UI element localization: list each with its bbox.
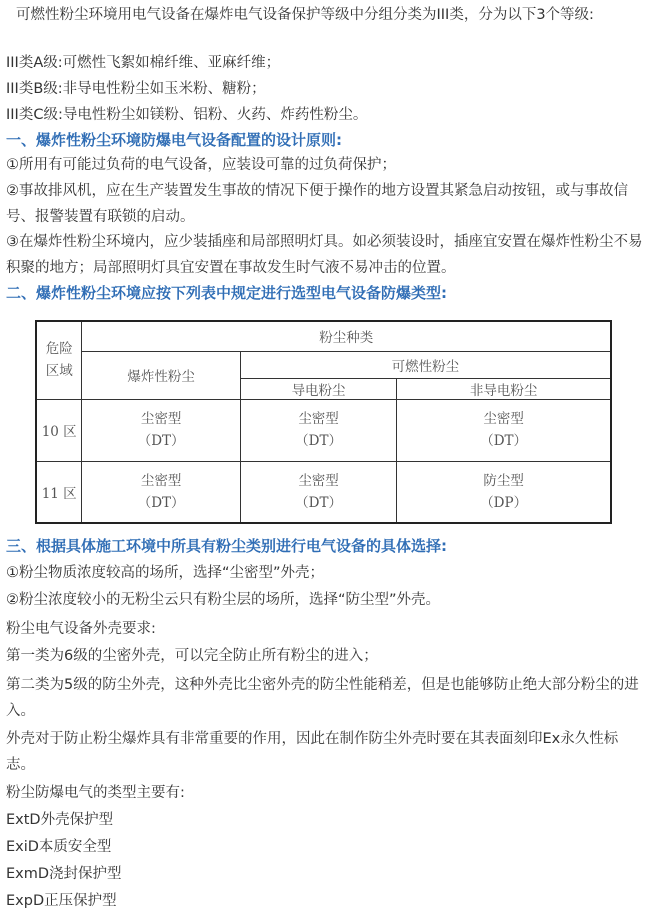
class-a-line: III类A级:可燃性飞絮如棉纤维、亚麻纤维； — [6, 55, 281, 71]
types-title: 粉尘防爆电气的类型主要有: — [6, 785, 185, 801]
type-item: ExpD正压保护型 — [6, 893, 117, 909]
section-heading-3: 三、根据具体施工环境中所具有粉尘类别进行电气设备的具体选择: — [6, 537, 448, 555]
header-explosive-dust: 爆炸性粉尘 — [82, 351, 240, 399]
intro-paragraph: 可燃性粉尘环境用电气设备在爆炸电气设备保护等级中分组分类为III类，分为以下3个等级: — [16, 7, 594, 23]
zone-label: 10 区 — [36, 399, 82, 461]
header-conductive-dust: 导电粉尘 — [240, 378, 396, 399]
dust-equipment-table — [35, 320, 612, 523]
principle-1: ①所用有可能过负荷的电气设备，应装设可靠的过负荷保护； — [6, 157, 396, 173]
class-c-line: III类C级:导电性粉尘如镁粉、铝粉、火药、炸药性粉尘。 — [6, 107, 368, 123]
table-cell: 尘密型 （DT） — [82, 399, 240, 461]
zone-label: 11 区 — [36, 461, 82, 523]
section-heading-2: 二、爆炸性粉尘环境应按下列表中规定进行选型电气设备防爆类型: — [6, 284, 448, 302]
table-cell: 尘密型 （DT） — [240, 399, 396, 461]
enclosure-req-2: 第二类为5级的防尘外壳，这种外壳比尘密外壳的防尘性能稍差，但是也能够防止绝大部分粉尘的进入。 — [6, 677, 639, 719]
choice-1: ①粉尘物质浓度较高的场所，选择“尘密型”外壳； — [6, 565, 325, 581]
type-item: ExtD外壳保护型 — [6, 812, 114, 828]
header-dust-type: 粉尘种类 — [82, 321, 611, 351]
header-hazard-area: 危险区域 — [36, 321, 82, 399]
principle-3: ③在爆炸性粉尘环境内，应少装插座和局部照明灯具。如必须装设时，插座宜安置在爆炸性粉尘不易积聚的地方；局部照明灯具宜安置在事故发生时气液不易冲击的位置。 — [6, 234, 643, 276]
table-cell: 尘密型 （DT） — [397, 399, 611, 461]
enclosure-title: 粉尘电气设备外壳要求: — [6, 621, 156, 637]
choice-2: ②粉尘浓度较小的无粉尘云只有粉尘层的场所，选择“防尘型”外壳。 — [6, 592, 441, 608]
principle-2: ②事故排风机，应在生产装置发生事故的情况下便于操作的地方设置其紧急启动按钮，或与事故信号、报警装置有联锁的启动。 — [6, 183, 628, 225]
class-b-line: III类B级:非导电性粉尘如玉米粉、糖粉； — [6, 81, 266, 97]
type-item: ExmD浇封保护型 — [6, 866, 122, 882]
table-cell: 尘密型 （DT） — [240, 461, 396, 523]
table-row — [36, 399, 611, 461]
type-item: ExiD本质安全型 — [6, 839, 112, 855]
enclosure-req-3: 外壳对于防止粉尘爆炸具有非常重要的作用，因此在制作防尘外壳时要在其表面刻印Ex永久性标志。 — [6, 731, 619, 773]
table-cell: 防尘型 （DP） — [397, 461, 611, 523]
section-heading-1: 一、爆炸性粉尘环境防爆电气设备配置的设计原则: — [6, 131, 343, 149]
enclosure-req-1: 第一类为6级的尘密外壳，可以完全防止所有粉尘的进入； — [6, 648, 378, 664]
header-nonconductive-dust: 非导电粉尘 — [397, 378, 611, 399]
header-combustible-dust: 可燃性粉尘 — [240, 351, 611, 378]
table-cell: 尘密型 （DT） — [82, 461, 240, 523]
table-row — [36, 461, 611, 523]
